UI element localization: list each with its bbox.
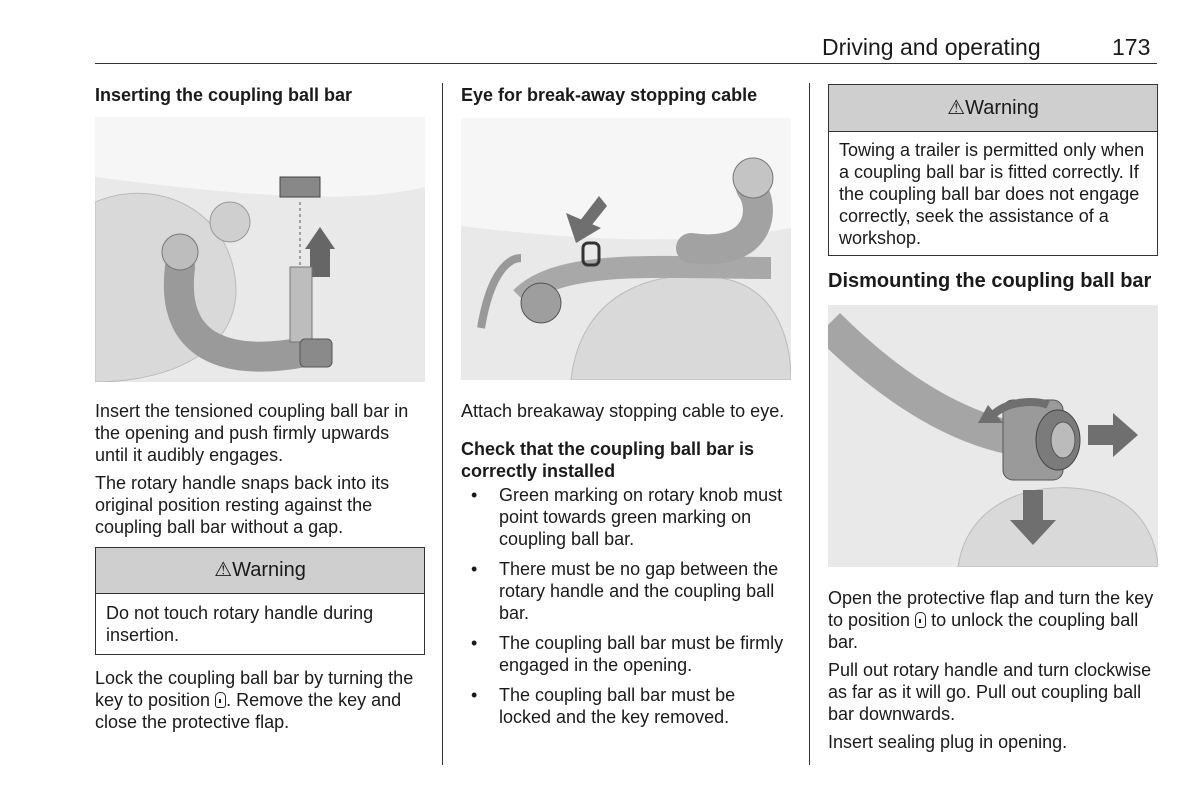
check-item: • The coupling ball bar must be firmly engaged in the opening.	[461, 632, 791, 676]
para-open-flap	[828, 587, 1158, 653]
para-insert: Insert the tensioned coupling ball bar in the opening and push firmly upwards until it audibly engages.	[95, 401, 409, 465]
warning-box-insertion	[95, 547, 425, 655]
heading-check-installed: Check that the coupling ball bar is correctly installed	[461, 439, 755, 481]
warning-text: Towing a trailer is permitted only when a coupling ball bar is fitted correctly. If the coupling ball bar does not engage correctly, seek the assistance of a workshop.	[839, 140, 1145, 248]
heading-inserting: Inserting the coupling ball bar	[95, 85, 353, 105]
warning-title: Warning	[232, 559, 306, 581]
header-rule	[95, 63, 1157, 64]
heading-dismounting: Dismounting the coupling ball bar	[828, 270, 1152, 292]
column-divider	[809, 83, 810, 765]
para-sealing-plug: Insert sealing plug in opening.	[828, 732, 1068, 752]
column-inserting	[95, 84, 425, 733]
column-divider	[442, 83, 443, 765]
figure-dismounting	[828, 305, 1158, 567]
dismounting-illustration	[828, 305, 1158, 567]
warning-triangle-icon: ⚠	[214, 559, 233, 581]
section-title: Driving and operating	[822, 34, 1041, 60]
warning-header	[96, 548, 424, 594]
para-lock-text-1: Lock the coupling ball bar by turning the key to position	[95, 668, 414, 710]
warning-header	[829, 85, 1157, 132]
unlocked-key-icon	[915, 612, 926, 628]
check-item: • The coupling ball bar must be locked and the key removed.	[461, 684, 791, 728]
locked-key-icon	[215, 692, 226, 708]
para-attach-cable: Attach breakaway stopping cable to eye.	[461, 401, 785, 421]
figure-inserting-ball-bar	[95, 117, 425, 382]
page-number: 173	[1112, 34, 1151, 60]
para-lock-text-2: . Remove the key and close the protective flap.	[95, 690, 402, 732]
warning-title: Warning	[965, 97, 1039, 119]
figure-breakaway-eye	[461, 118, 791, 380]
warning-box-towing	[828, 84, 1158, 256]
breakaway-eye-illustration	[461, 118, 791, 380]
column-eye	[461, 84, 791, 728]
para-lock	[95, 667, 425, 733]
para-rotary-snaps: The rotary handle snaps back into its original position resting against the coupling ball bar without a gap.	[95, 473, 390, 537]
heading-eye: Eye for break-away stopping cable	[461, 85, 758, 105]
column-dismounting	[828, 84, 1158, 753]
para-pull-out: Pull out rotary handle and turn clockwise as far as it will go. Pull out coupling ball bar downwards.	[828, 660, 1152, 724]
para-open-flap-text-1: Open the protective flap and turn the key to position	[828, 588, 1154, 630]
check-list	[461, 484, 791, 728]
check-item: • Green marking on rotary knob must point towards green marking on coupling ball bar.	[461, 484, 791, 550]
para-open-flap-text-2: to unlock the coupling ball bar.	[828, 610, 1139, 652]
inserting-illustration	[95, 117, 425, 382]
warning-triangle-icon: ⚠	[947, 97, 966, 119]
check-item: • There must be no gap between the rotary handle and the coupling ball bar.	[461, 558, 791, 624]
warning-text: Do not touch rotary handle during insertion.	[106, 603, 374, 645]
